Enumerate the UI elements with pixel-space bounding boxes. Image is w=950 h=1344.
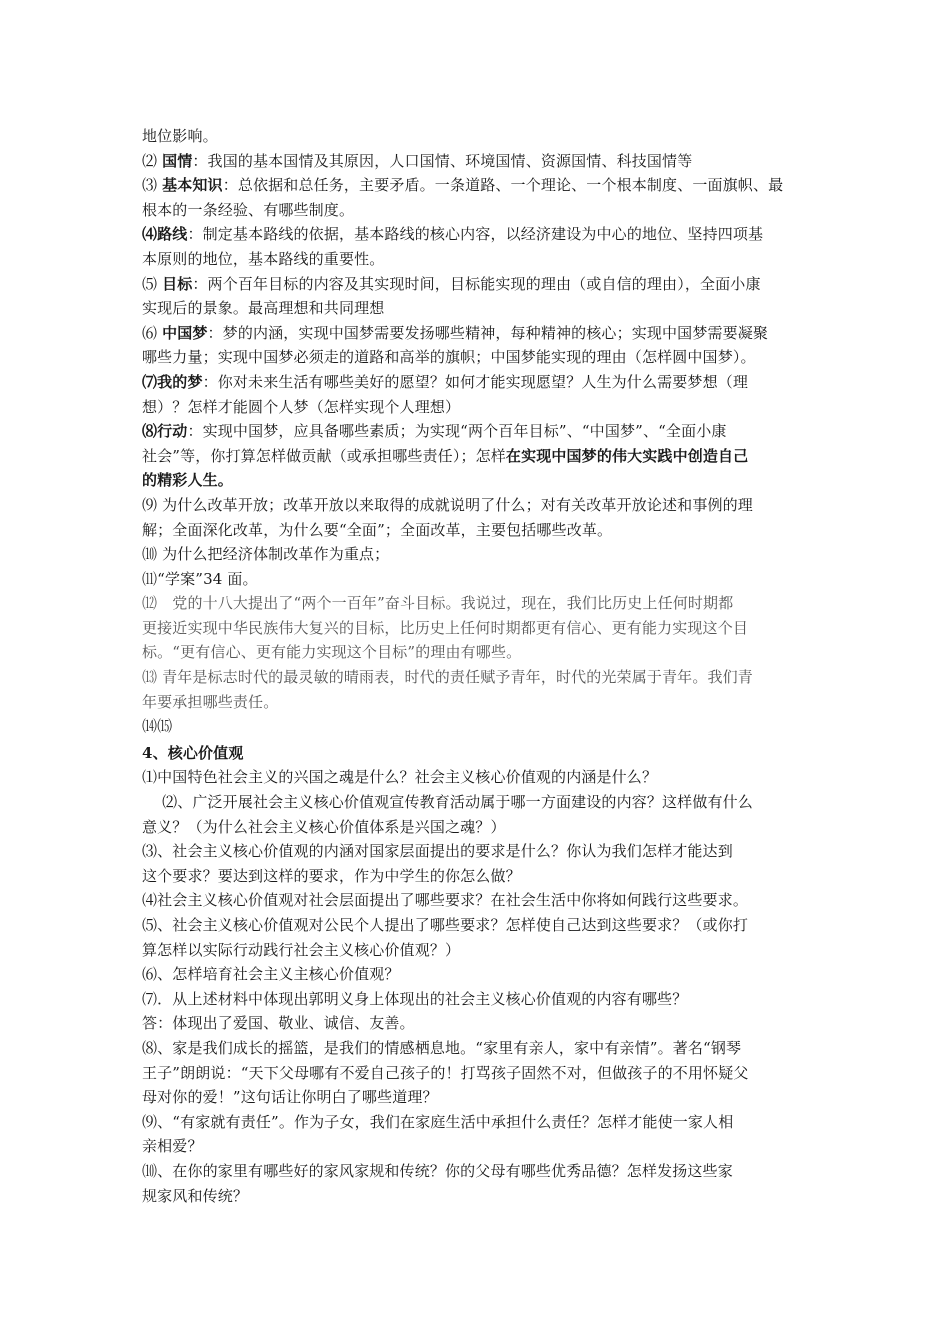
text-line: 社会”等，你打算怎样做贡献（或承担哪些责任）；怎样在实现中国梦的伟大实践中创造自己 [142,446,749,465]
text-line: 实现后的景象。最高理想和共同理想 [142,299,385,318]
text-line: ⒀ 青年是标志时代的最灵敏的晴雨表，时代的责任赋予青年，时代的光荣属于青年。我们青 [142,668,753,687]
item-goal: ⑸ 目标：两个百年目标的内容及其实现时间，目标能实现的理由（或自信的理由），全面小康 [142,274,761,293]
section-heading: 4、核心价值观 [142,743,244,762]
text-line: 算怎样以实际行动践行社会主义核心价值观？） [142,940,461,959]
text-line: 根本的一条经验、有哪些制度。 [142,200,355,219]
text-line: ⑸、社会主义核心价值观对公民个人提出了哪些要求？怎样使自己达到这些要求？（或你打 [142,916,749,934]
text-line: ⑾“学案”34 面。 [142,569,258,588]
text-line: 解；全面深化改革，为什么要“全面”；全面改革，主要包括哪些改革。 [142,520,613,539]
item-action: ⑻行动：实现中国梦，应具备哪些素质；为实现“两个百年目标”、“中国梦”、“全面小康 [142,422,727,441]
item-basic-knowledge: ⑶ 基本知识：总依据和总任务，主要矛盾。一条道路、一个理论、一个根本制度、一面旗帜、最 [142,176,784,195]
item-route: ⑷路线：制定基本路线的依据，基本路线的核心内容，以经济建设为中心的地位、坚持四项基 [142,225,764,244]
text-line: 的精彩人生。 [142,471,233,490]
text-line: 意义？（为什么社会主义核心价值体系是兴国之魂？） [142,817,506,836]
text-line: 想）？怎样才能圆个人梦（怎样实现个人理想） [142,397,461,416]
text-line: ⑷社会主义核心价值观对社会层面提出了哪些要求？在社会生活中你将如何践行这些要求。 [142,891,749,910]
document-body [142,124,814,1208]
text-line: ⑼、“有家就有责任”。作为子女，我们在家庭生活中承担什么责任？怎样才能使一家人相 [142,1112,734,1131]
text-line: 亲相爱？ [142,1137,203,1156]
text-line: 这个要求？要达到这样的要求，作为中学生的你怎么做？ [142,866,521,885]
text-line: ⒁⒂ [142,717,173,736]
text-line: 母对你的爱！”这句话让你明白了哪些道理？ [142,1088,438,1107]
text-line: ⑽、在你的家里有哪些好的家风家规和传统？你的父母有哪些优秀品德？怎样发扬这些家 [142,1161,733,1180]
text-line: ⑿ 党的十八大提出了“两个一百年”奋斗目标。我说过，现在，我们比历史上任何时期都 [142,594,734,613]
text-line: ⑹、怎样培育社会主义主核心价值观？ [142,965,400,984]
item-china-dream: ⑹ 中国梦：梦的内涵，实现中国梦需要发扬哪些精神，每种精神的核心；实现中国梦需要凝聚 [142,323,769,342]
text-line: ⑵、广泛开展社会主义核心价值观宣传教育活动属于哪一方面建设的内容？这样做有什么 [142,793,753,812]
text-line: 王子”朗朗说：“天下父母哪有不爱自己孩子的！打骂孩子固然不对，但做孩子的不用怀疑父 [142,1063,749,1082]
text-line: ⑼ 为什么改革开放；改革开放以来取得的成就说明了什么；对有关改革开放论述和事例的理 [142,495,753,514]
text-line: ⑴中国特色社会主义的兴国之魂是什么？社会主义核心价值观的内涵是什么？ [142,768,658,787]
text-line: 答：体现出了爱国、敬业、诚信、友善。 [142,1014,415,1033]
text-line: 本原则的地位，基本路线的重要性。 [142,249,385,268]
text-line: 规家风和传统？ [142,1186,249,1205]
item-guoqing: ⑵ 国情：我国的基本国情及其原因，人口国情、环境国情、资源国情、科技国情等 [142,151,693,170]
text-line: 年要承担哪些责任。 [142,692,279,711]
text-line: ⑻、家是我们成长的摇篮，是我们的情感栖息地。“家里有亲人，家中有亲情”。著名“钢琴 [142,1038,742,1057]
text-line: ⑽ 为什么把经济体制改革作为重点； [142,545,390,564]
text-line: 标。“更有信心、更有能力实现这个目标”的理由有哪些。 [142,643,522,662]
text-line: ⑶、社会主义核心价值观的内涵对国家层面提出的要求是什么？你认为我们怎样才能达到 [142,842,733,861]
item-my-dream: ⑺我的梦：你对未来生活有哪些美好的愿望？如何才能实现愿望？人生为什么需要梦想（理 [142,372,749,391]
text-line: 更接近实现中华民族伟大复兴的目标，比历史上任何时期都更有信心、更有能力实现这个目 [142,618,749,637]
text-line: ⑺．从上述材料中体现出郭明义身上体现出的社会主义核心价值观的内容有哪些？ [142,989,688,1008]
text-line: 哪些力量；实现中国梦必须走的道路和高举的旗帜；中国梦能实现的理由（怎样圆中国梦）。 [142,348,756,367]
text-line: 地位影响。 [142,127,218,145]
